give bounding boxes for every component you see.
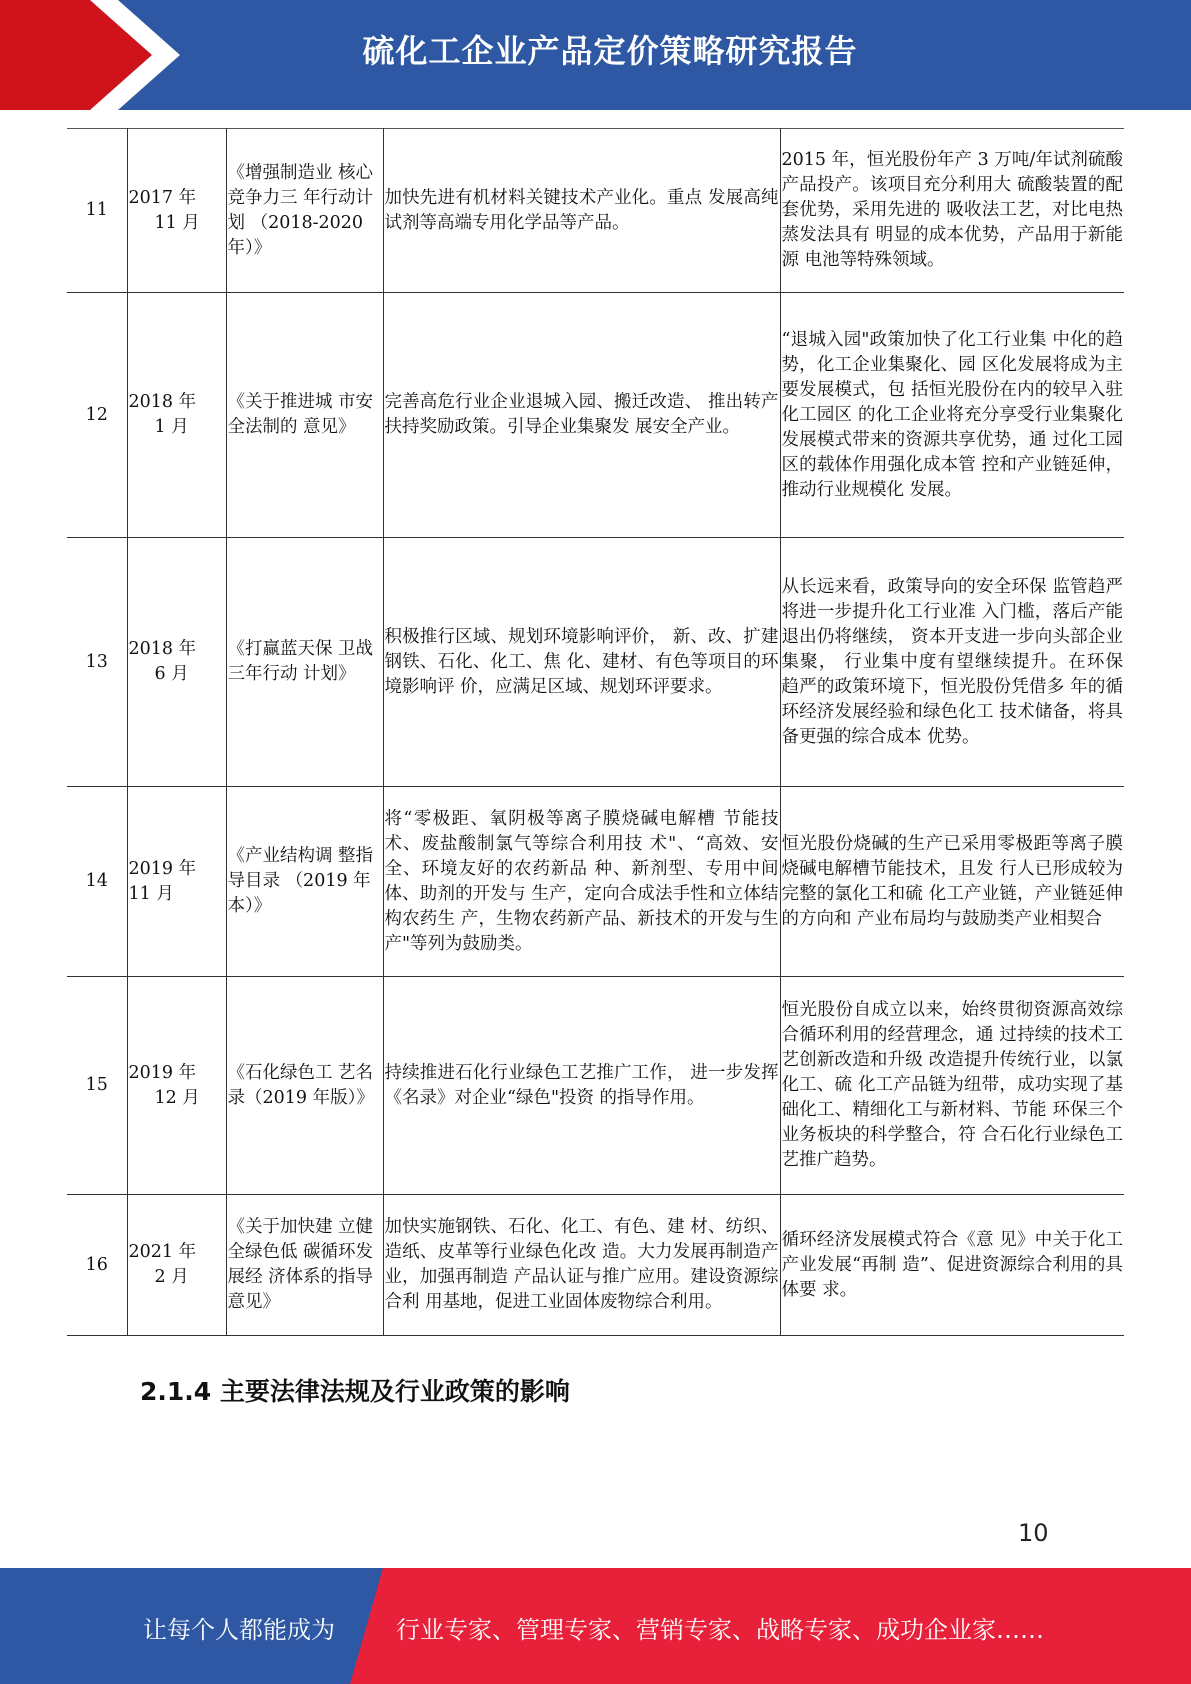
footer-slogan-left: 让每个人都能成为 — [143, 1616, 335, 1644]
policy-table — [67, 128, 1124, 1336]
row-number: 16 — [67, 1195, 127, 1336]
policy-impact: “退城入园"政策加快了化工行业集 中化的趋势，化工企业集聚化、园 区化发展将成为主要发展模式，包 括恒光股份在内的较早入驻化工园区 的化工企业将充分享受行业集聚化 发展模式带来的资源共享优势，通 过化工园区的载体作用强化成本管 控和产业链延伸，推动行业规模化 发展。 — [780, 293, 1124, 538]
row-date — [127, 977, 226, 1195]
policy-name: 《打赢蓝天保 卫战三年行动 计划》 — [226, 538, 383, 787]
table-row — [67, 538, 1124, 787]
row-number: 15 — [67, 977, 127, 1195]
policy-content: 持续推进石化行业绿色工艺推广工作， 进一步发挥《名录》对企业“绿色"投资 的指导作用。 — [383, 977, 780, 1195]
date-year: 2019 年 — [128, 1062, 197, 1083]
policy-content: 完善高危行业企业退城入园、搬迁改造、 推出转产扶持奖励政策。引导企业集聚发 展安全产业。 — [383, 293, 780, 538]
policy-name: 《关于推进城 市安全法制的 意见》 — [226, 293, 383, 538]
row-date — [127, 787, 226, 977]
page-footer — [0, 1568, 1191, 1684]
row-number: 14 — [67, 787, 127, 977]
date-month: 12 月 — [154, 1087, 200, 1108]
date-year: 2018 年 — [128, 392, 197, 412]
row-number: 11 — [67, 129, 127, 293]
row-number: 12 — [67, 293, 127, 538]
table-row — [67, 1195, 1124, 1336]
row-date — [127, 293, 226, 538]
date-year: 2021 年 — [128, 1242, 197, 1262]
policy-content: 加快先进有机材料关键技术产业化。重点 发展高纯试剂等高端专用化学品等产品。 — [383, 129, 780, 293]
row-date — [127, 538, 226, 787]
date-year: 2017 年 — [128, 187, 197, 208]
row-date — [127, 1195, 226, 1336]
policy-content: 积极推行区域、规划环境影响评价， 新、改、扩建钢铁、石化、化工、焦 化、建材、有色等项目的环境影响评 价，应满足区域、规划环评要求。 — [383, 538, 780, 787]
date-month: 2 月 — [154, 1267, 189, 1287]
date-year: 2019 年 — [128, 858, 197, 879]
row-number: 13 — [67, 538, 127, 787]
page-header — [0, 0, 1191, 110]
report-title: 硫化工企业产品定价策略研究报告 — [362, 32, 858, 70]
policy-impact: 恒光股份烧碱的生产已采用零极距等离子膜烧碱电解槽节能技术，且发 行人已形成较为完整的氯化工和硫 化工产业链，产业链延伸的方向和 产业布局均与鼓励类产业相契合 — [780, 787, 1124, 977]
date-month: 11 月 — [154, 212, 200, 233]
table-row — [67, 787, 1124, 977]
footer-slogan-right: 行业专家、管理专家、营销专家、战略专家、成功企业家…… — [396, 1616, 1044, 1644]
table-row — [67, 293, 1124, 538]
section-heading: 2.1.4 主要法律法规及行业政策的影响 — [140, 1377, 570, 1406]
policy-name: 《增强制造业 核心竞争力三 年行动计划 （2018-2020 年）》 — [226, 129, 383, 293]
policy-content: 将“零极距、氧阴极等离子膜烧碱电解槽 节能技术、废盐酸制氯气等综合利用技 术"、“高效、安全、环境友好的农药新品 种、新剂型、专用中间体、助剂的开发与 生产，定向合成法手性和立体结构农药生 产，生物农药新产品、新技术的开发与生 产"等列为鼓励类。 — [383, 787, 780, 977]
date-month: 11 月 — [128, 883, 174, 904]
row-date — [127, 129, 226, 293]
policy-name: 《关于加快建 立健全绿色低 碳循环发展经 济体系的指导 意见》 — [226, 1195, 383, 1336]
policy-impact: 循环经济发展模式符合《意 见》中关于化工产业发展“再制 造”、促进资源综合利用的具体要 求。 — [780, 1195, 1124, 1336]
page-number: 10 — [1018, 1519, 1049, 1547]
date-month: 1 月 — [154, 417, 189, 437]
table-row — [67, 977, 1124, 1195]
policy-name: 《产业结构调 整指导目录 （2019 年 本）》 — [226, 787, 383, 977]
policy-content: 加快实施钢铁、石化、化工、有色、建 材、纺织、造纸、皮革等行业绿色化改 造。大力发展再制造产业，加强再制造 产品认证与推广应用。建设资源综合利 用基地，促进工业固体废物综合利用。 — [383, 1195, 780, 1336]
date-month: 6 月 — [154, 664, 189, 684]
policy-name: 《石化绿色工 艺名录（2019 年版）》 — [226, 977, 383, 1195]
table-row — [67, 129, 1124, 293]
policy-impact: 2015 年，恒光股份年产 3 万吨/年试剂硫酸产品投产。该项目充分利用大 硫酸装置的配套优势，采用先进的 吸收法工艺，对比电热蒸发法具有 明显的成本优势，产品用于新能源 电池等特殊领域。 — [780, 129, 1124, 293]
policy-impact: 恒光股份自成立以来，始终贯彻资源高效综合循环利用的经营理念，通 过持续的技术工艺创新改造和升级 改造提升传统行业，以氯化工、硫 化工产品链为纽带，成功实现了基 础化工、精细化工与新材料、节能 环保三个业务板块的科学整合，符 合石化行业绿色工艺推广趋势。 — [780, 977, 1124, 1195]
policy-impact: 从长远来看，政策导向的安全环保 监管趋严将进一步提升化工行业准 入门槛，落后产能退出仍将继续， 资本开支进一步向头部企业集聚， 行业集中度有望继续提升。在环保 趋严的政策环境下，恒光股份凭借多 年的循环经济发展经验和绿色化工 技术储备，将具备更强的综合成本 优势。 — [780, 538, 1124, 787]
date-year: 2018 年 — [128, 639, 197, 659]
